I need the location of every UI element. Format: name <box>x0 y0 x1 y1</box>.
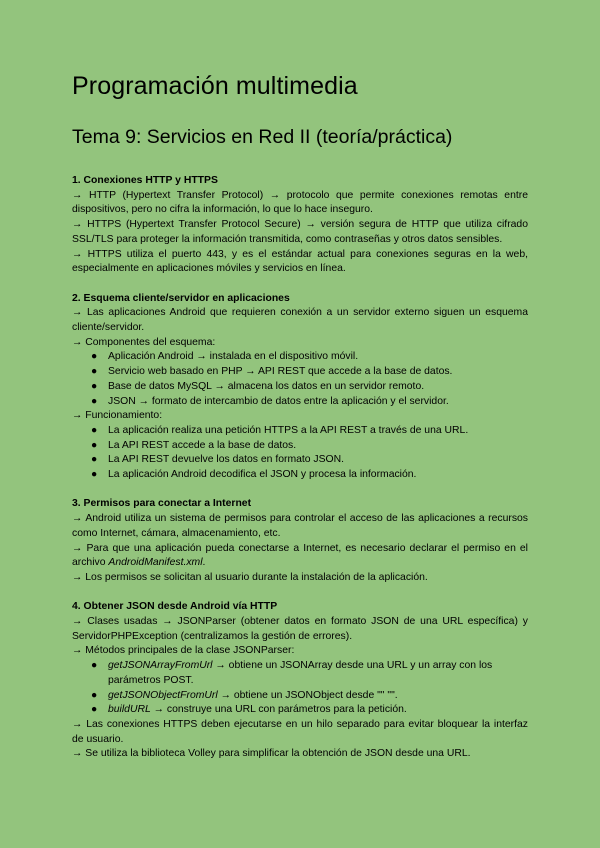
text-run: . <box>202 557 206 569</box>
section-title: 4. Obtener JSON desde Android vía HTTP <box>72 601 278 613</box>
paragraph: → HTTPS utiliza el puerto 443, y es el estándar actual para conexiones seguras en la web, especialmente en aplicaciones móviles y servicios en línea. <box>72 248 528 275</box>
method-description: → obtiene un JSONObject desde "" "". <box>217 689 398 701</box>
bullet-icon: ● <box>91 660 98 672</box>
list-item-text: La aplicación Android decodifica el JSON y procesa la información. <box>108 469 417 481</box>
paragraph <box>72 542 528 571</box>
document-body <box>72 174 528 777</box>
document-subtitle: Tema 9: Servicios en Red II (teoría/práctica) <box>72 126 453 148</box>
list-item <box>91 703 528 718</box>
bullet-icon: ● <box>91 395 98 407</box>
paragraph: → Las conexiones HTTPS deben ejecutarse en un hilo separado para evitar bloquear la interfaz de usuario. <box>72 718 528 745</box>
section-http-https <box>72 174 528 277</box>
bullet-icon: ● <box>91 689 98 701</box>
bullet-icon: ● <box>91 454 98 466</box>
section-permissions <box>72 497 528 585</box>
paragraph: → Funcionamiento: <box>72 410 163 422</box>
list-item <box>91 689 528 704</box>
list-item-text: La API REST devuelve los datos en formato JSON. <box>108 454 345 466</box>
paragraph: → Se utiliza la biblioteca Volley para simplificar la obtención de JSON desde una URL. <box>72 748 471 760</box>
text-run: → Para que una aplicación pueda conectarse a Internet, es necesario declarar el permiso en el archivo <box>72 542 528 569</box>
list-item <box>91 439 528 454</box>
section-json-android <box>72 600 528 762</box>
list-item-text: La API REST accede a la base de datos. <box>108 439 297 451</box>
list-item <box>91 468 528 483</box>
section-title: 3. Permisos para conectar a Internet <box>72 498 252 510</box>
bullet-icon: ● <box>91 380 98 392</box>
list-item <box>91 659 528 688</box>
bullet-icon: ● <box>91 704 98 716</box>
method-description: → obtiene un JSONArray desde una URL y un array con los parámetros POST. <box>108 660 493 686</box>
list-item <box>91 350 528 365</box>
bullet-icon: ● <box>91 424 98 436</box>
method-name: getJSONArrayFromUrl <box>108 660 213 672</box>
paragraph: → Componentes del esquema: <box>72 336 216 348</box>
components-list <box>72 350 528 409</box>
list-item <box>91 453 528 468</box>
list-item-text: Aplicación Android → instalada en el dispositivo móvil. <box>108 351 359 363</box>
section-title: 1. Conexiones HTTP y HTTPS <box>72 175 218 186</box>
method-name: getJSONObjectFromUrl <box>108 689 218 701</box>
paragraph: → Las aplicaciones Android que requieren conexión a un servidor externo siguen un esquema cliente/servidor. <box>72 307 528 334</box>
steps-list <box>72 424 528 483</box>
file-name: AndroidManifest.xml <box>108 557 203 569</box>
paragraph: → HTTPS (Hypertext Transfer Protocol Secure) → versión segura de HTTP que utiliza cifrado SSL/TLS para proteger la información transmitida, como contraseñas y otros datos sensibles. <box>72 219 528 245</box>
list-item-text: Servicio web basado en PHP → API REST que accede a la base de datos. <box>108 366 453 378</box>
method-description: → construye una URL con parámetros para la petición. <box>150 704 407 716</box>
list-item-text: Base de datos MySQL → almacena los datos en un servidor remoto. <box>108 380 425 392</box>
paragraph: → HTTP (Hypertext Transfer Protocol) → protocolo que permite conexiones remotas entre dispositivos, pero no cifra la información, lo que lo hace inseguro. <box>72 189 528 216</box>
document-title: Programación multimedia <box>72 72 358 100</box>
list-item <box>91 365 528 380</box>
list-item <box>91 395 528 410</box>
bullet-icon: ● <box>91 439 98 451</box>
bullet-icon: ● <box>91 366 98 378</box>
bullet-icon: ● <box>91 469 98 481</box>
paragraph: → Clases usadas → JSONParser (obtener datos en formato JSON de una URL específica) y ServidorPHPException (centralizamos la gestión de errores). <box>72 616 528 642</box>
list-item <box>91 424 528 439</box>
methods-list <box>72 659 528 718</box>
list-item-text: La aplicación realiza una petición HTTPS a la API REST a través de una URL. <box>108 424 469 436</box>
method-name: buildURL <box>108 704 151 716</box>
list-item <box>91 380 528 395</box>
paragraph: → Android utiliza un sistema de permisos para controlar el acceso de las aplicaciones a recursos como Internet, cámara, almacenamiento, etc. <box>72 513 528 539</box>
section-client-server <box>72 292 528 483</box>
bullet-icon: ● <box>91 351 98 363</box>
list-item-text: JSON → formato de intercambio de datos entre la aplicación y el servidor. <box>108 395 449 407</box>
paragraph: → Métodos principales de la clase JSONParser: <box>72 645 295 657</box>
paragraph: → Los permisos se solicitan al usuario durante la instalación de la aplicación. <box>72 571 428 583</box>
section-title: 2. Esquema cliente/servidor en aplicaciones <box>72 292 290 304</box>
